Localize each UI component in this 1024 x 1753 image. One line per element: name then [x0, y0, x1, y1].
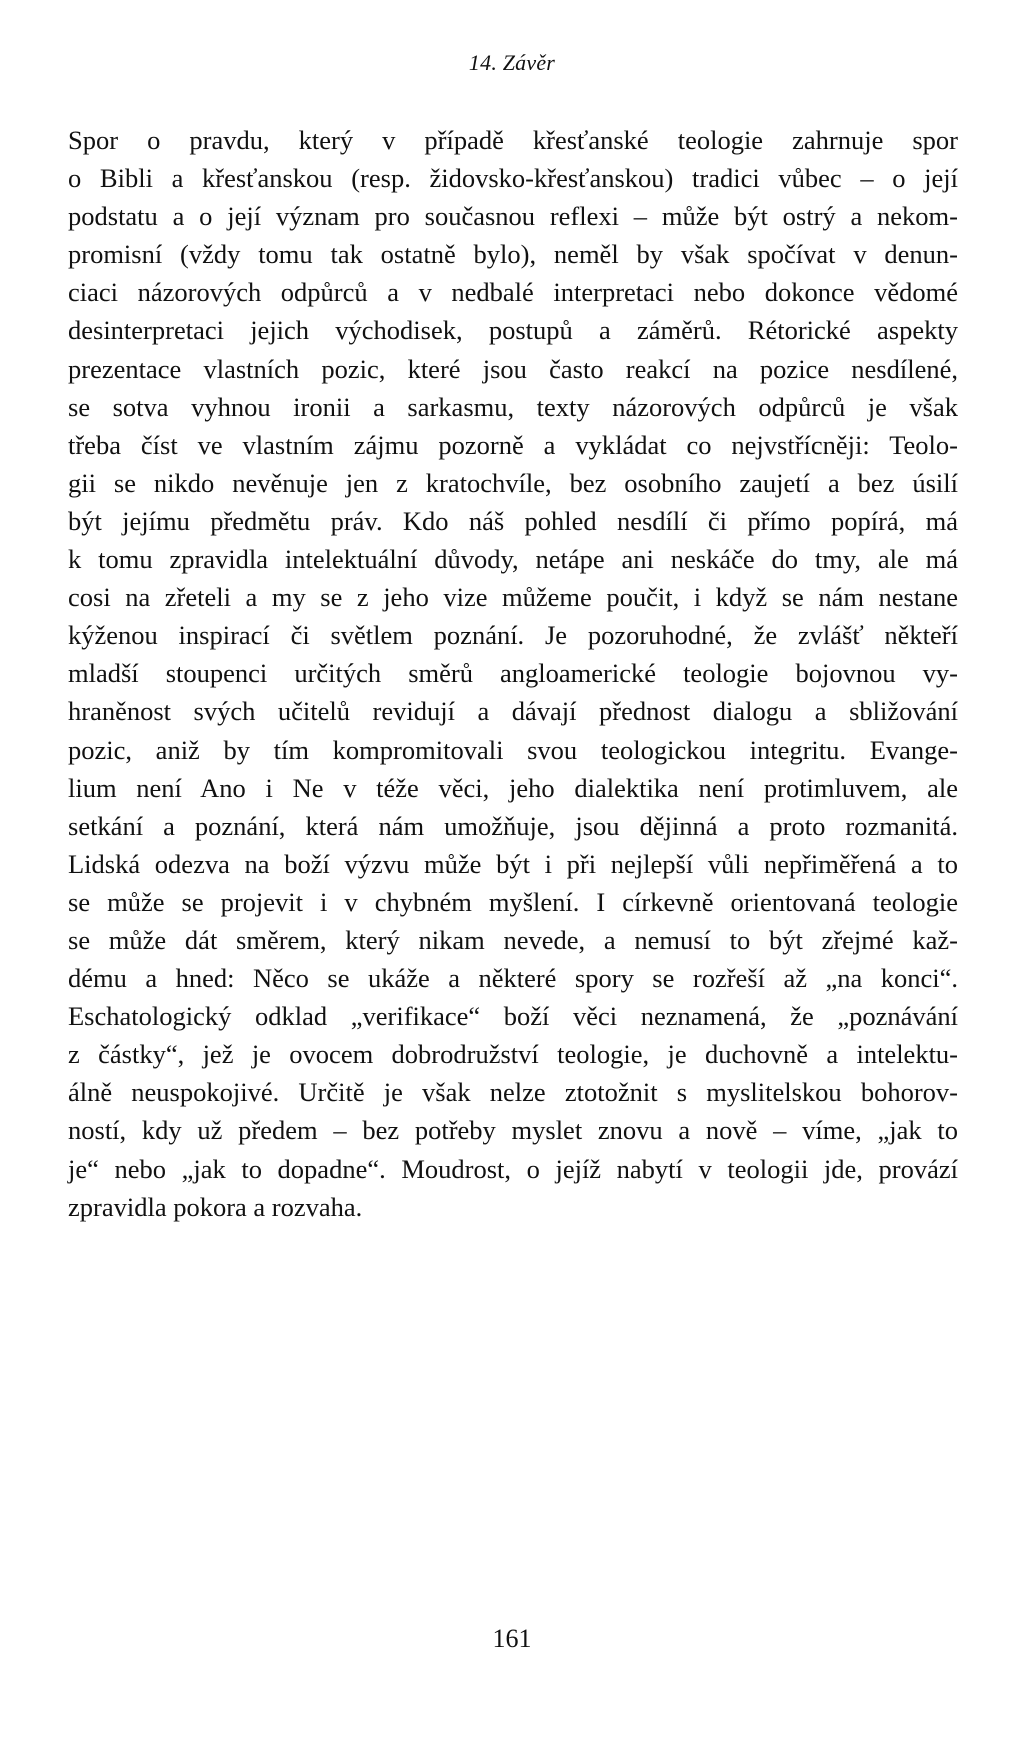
text-line: setkání a poznání, která nám umožňuje, jsou dějinná a proto rozmanitá.	[68, 810, 958, 841]
body-paragraph	[68, 121, 958, 1226]
text-line: cosi na zřeteli a my se z jeho vize můžeme poučit, i když se nám nestane	[68, 582, 958, 613]
text-line: gii se nikdo nevěnuje jen z kratochvíle, bez osobního zaujetí a bez úsilí	[68, 467, 958, 498]
text-line: kýženou inspirací či světlem poznání. Je pozoruhodné, že zvlášť někteří	[68, 620, 958, 651]
text-line: desinterpretaci jejich východisek, postupů a záměrů. Rétorické aspekty	[68, 315, 958, 346]
text-line: álně neuspokojivé. Určitě je však nelze ztotožnit s myslitelskou bohorov-	[68, 1077, 958, 1108]
text-line: Eschatologický odklad „verifikace“ boží věci neznamená, že „poznávání	[68, 1001, 958, 1032]
text-line: je“ nebo „jak to dopadne“. Moudrost, o jejíž nabytí v teologii jde, provází	[68, 1153, 958, 1184]
page-number: 161	[492, 1624, 532, 1653]
text-line: dému a hned: Něco se ukáže a některé spory se rozřeší až „na konci“.	[68, 963, 958, 994]
text-line: pozic, aniž by tím kompromitovali svou teologickou integritu. Evange-	[68, 734, 958, 765]
text-line: ciaci názorových odpůrců a v nedbalé interpretaci nebo dokonce vědomé	[68, 277, 958, 308]
text-line: být jejímu předmětu práv. Kdo náš pohled nesdílí či přímo popírá, má	[68, 505, 958, 536]
text-line: mladší stoupenci určitých směrů angloamerické teologie bojovnou vy-	[68, 658, 958, 689]
text-line: promisní (vždy tomu tak ostatně bylo), neměl by však spočívat v denun-	[68, 239, 958, 270]
text-line: hraněnost svých učitelů revidují a dávají přednost dialogu a sbližování	[68, 696, 958, 727]
text-line: Spor o pravdu, který v případě křesťanské teologie zahrnuje spor	[68, 125, 958, 155]
text-line: podstatu a o její význam pro současnou reflexi – může být ostrý a nekom-	[68, 201, 958, 232]
text-line: k tomu zpravidla intelektuální důvody, netápe ani neskáče do tmy, ale má	[68, 544, 958, 575]
running-head: 14. Závěr	[468, 50, 556, 75]
text-line: lium není Ano i Ne v téže věci, jeho dialektika není protimluvem, ale	[68, 772, 958, 803]
text-line: třeba číst ve vlastním zájmu pozorně a vykládat co nejvstřícněji: Teolo-	[68, 429, 958, 460]
text-line: se může dát směrem, který nikam nevede, a nemusí to být zřejmé kaž-	[68, 924, 958, 955]
text-line: ností, kdy už předem – bez potřeby myslet znovu a nově – víme, „jak to	[68, 1115, 958, 1146]
text-line: o Bibli a křesťanskou (resp. židovsko-křesťanskou) tradici vůbec – o její	[68, 163, 958, 194]
text-line: Lidská odezva na boží výzvu může být i při nejlepší vůli nepřiměřená a to	[68, 848, 958, 879]
text-line: z částky“, jež je ovocem dobrodružství teologie, je duchovně a intelektu-	[68, 1039, 958, 1070]
text-line: prezentace vlastních pozic, které jsou často reakcí na pozice nesdílené,	[68, 353, 958, 384]
text-line: se může se projevit i v chybném myšlení. I církevně orientovaná teologie	[68, 886, 958, 917]
text-line: se sotva vyhnou ironii a sarkasmu, texty názorových odpůrců je však	[68, 391, 958, 422]
text-line: zpravidla pokora a rozvaha.	[68, 1191, 363, 1222]
